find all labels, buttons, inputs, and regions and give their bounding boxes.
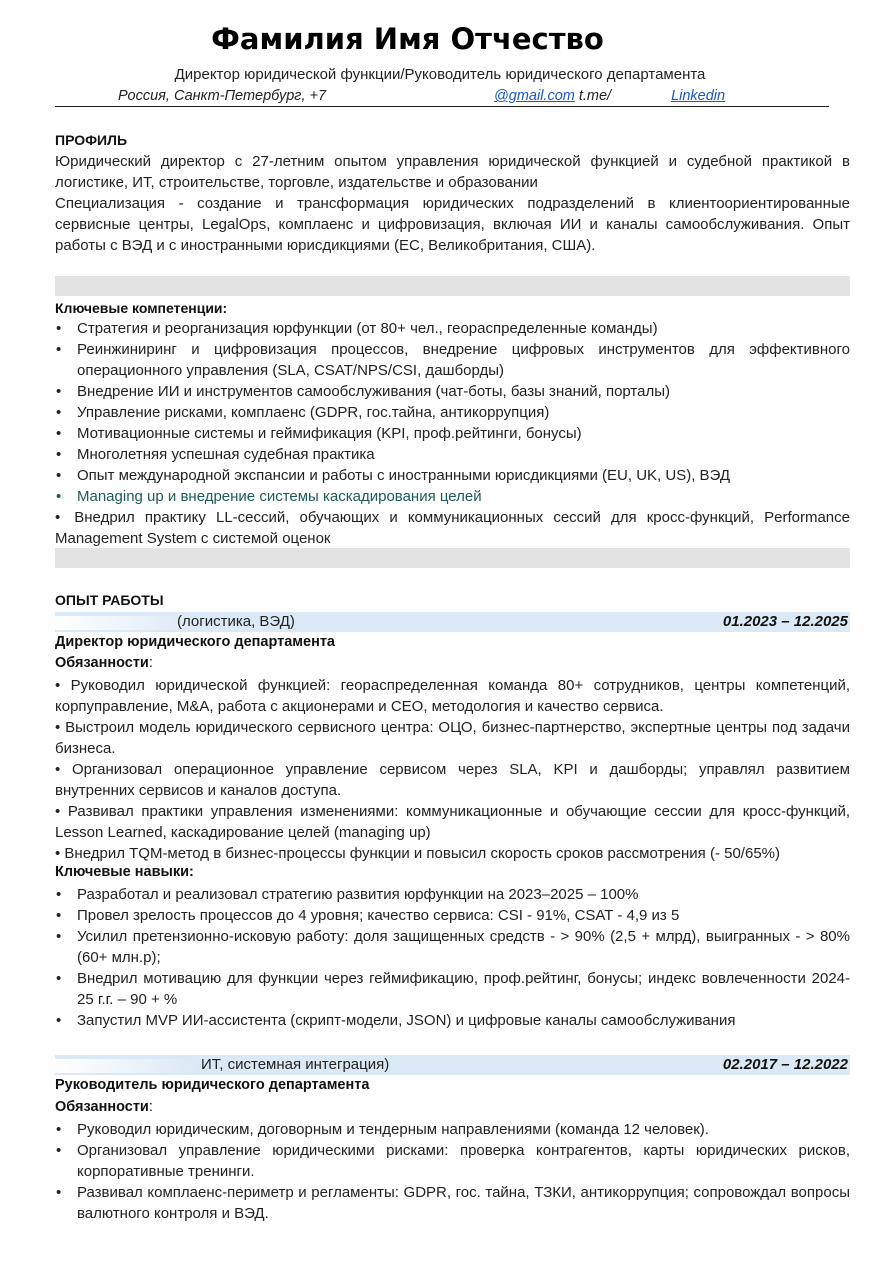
- redacted-company: [55, 1059, 201, 1073]
- job2-company: ИТ, системная интеграция): [201, 1056, 390, 1073]
- email-link[interactable]: @gmail.com: [494, 88, 575, 104]
- duties-label: Обязанности: [55, 655, 149, 671]
- section-band: [55, 548, 850, 568]
- job2-dates: 02.2017 – 12.2022: [722, 1056, 848, 1073]
- profile-specialization: Специализация - создание и трансформация юридических подразделений в клиентоориентированные сервисные центры, LegalOps, комплаенс и цифровизация, включая ИИ и каналы самообслуживания. Опыт работы с ВЭД и с иностранными юрисдикциями (ЕС, Великобритания, США).: [55, 195, 850, 254]
- list-item: • Внедрил мотивацию для функции через геймификацию, проф.рейтинг, бонусы; индекс вовлеченности 2024-25 г.г. – 90 + %: [55, 968, 850, 1010]
- list-item: • Управление рисками, комплаенс (GDPR, гос.тайна, антикоррупция): [55, 402, 850, 423]
- list-item: • Развивал практики управления изменениями: коммуникационные и обучающие сессии для кросс-функций, Lesson Learned, каскадирование целей (managing up): [55, 803, 850, 841]
- competencies-list: [55, 318, 850, 549]
- contacts-line: [118, 88, 838, 104]
- list-item: • Внедрил практику LL-сессий, обучающих и коммуникационных сессий для кросс-функций, Performance Management System с системой оценок: [55, 509, 850, 547]
- telegram-link[interactable]: t.me/: [578, 88, 612, 104]
- list-item: • Реинжиниринг и цифровизация процессов, внедрение цифровых инструментов для эффективного операционного управления (SLA, CSAT/NPS/CSI, дашборды): [55, 339, 850, 381]
- list-item-text: Внедрил практику LL-сессий, обучающих и коммуникационных сессий для кросс-функций, Performance Management System с системой оценок: [55, 509, 850, 547]
- job1-duties: [55, 675, 850, 864]
- experience-heading: ОПЫТ РАБОТЫ: [55, 592, 164, 608]
- job2-bar: [55, 1055, 850, 1075]
- job2-duties-heading: Обязанности:: [55, 1099, 153, 1115]
- job1-skills: [55, 884, 850, 1031]
- profile-summary: Юридический директор с 27-летним опытом управления юридической функцией и судебной практикой в логистике, ИТ, строительстве, торговле, издательстве и образовании: [55, 153, 850, 191]
- list-item: • Запустил MVP ИИ-ассистента (скрипт-модели, JSON) и цифровые каналы самообслуживания: [55, 1010, 850, 1031]
- list-item: • Руководил юридическим, договорным и тендерным направлениями (команда 12 человек).: [55, 1119, 850, 1140]
- location: Россия, Санкт-Петербург, +7: [118, 88, 327, 104]
- profile-heading: ПРОФИЛЬ: [55, 132, 128, 148]
- job1-duties-heading: Обязанности:: [55, 655, 153, 671]
- list-item: • Опыт международной экспансии и работы с иностранными юрисдикциями (EU, UK, US), ВЭД: [55, 465, 850, 486]
- job1-skills-heading: Ключевые навыки:: [55, 864, 194, 880]
- list-item: • Разработал и реализовал стратегию развития юрфункции на 2023–2025 – 100%: [55, 884, 850, 905]
- full-name: Фамилия Имя Отчество: [211, 22, 604, 56]
- job2-duties: [55, 1119, 850, 1224]
- list-item: • Мотивационные системы и геймификация (KPI, проф.рейтинги, бонусы): [55, 423, 850, 444]
- list-item: • Внедрение ИИ и инструментов самообслуживания (чат-боты, базы знаний, порталы): [55, 381, 850, 402]
- competencies-heading: Ключевые компетенции:: [55, 300, 228, 316]
- list-item: • Развивал комплаенс-периметр и регламенты: GDPR, гос. тайна, ТЗКИ, антикоррупция; сопровождал вопросы валютного контроля и ВЭД.: [55, 1182, 850, 1224]
- list-item: • Managing up и внедрение системы каскадирования целей: [55, 486, 850, 507]
- list-item: • Стратегия и реорганизация юрфункции (от 80+ чел., геораспределенные команды): [55, 318, 850, 339]
- header-divider: [55, 106, 829, 107]
- list-item: • Выстроил модель юридического сервисного центра: ОЦО, бизнес-партнерство, экспертные центры под задачи бизнеса.: [55, 719, 850, 757]
- job1-bar: [55, 612, 850, 632]
- list-item: • Организовал операционное управление сервисом через SLA, KPI и дашборды; управлял развитием внутренних сервисов и каналов доступа.: [55, 761, 850, 799]
- section-band: [55, 276, 850, 296]
- job2-role: Руководитель юридического департамента: [55, 1077, 370, 1093]
- job1-company: (логистика, ВЭД): [177, 613, 295, 630]
- list-item: • Многолетняя успешная судебная практика: [55, 444, 850, 465]
- list-item: • Руководил юридической функцией: георaспределенная команда 80+ сотрудников, центры компетенций, корпуправление, M&A, работа с акционерами и CEO, методология и качество сервиса.: [55, 677, 850, 715]
- list-item: • Усилил претензионно-исковую работу: доля защищенных средств - > 90% (2,5 + млрд), выигранных - > 80% (60+ млн.р);: [55, 926, 850, 968]
- list-item: • Провел зрелость процессов до 4 уровня; качество сервиса: CSI - 91%, CSAT - 4,9 из 5: [55, 905, 850, 926]
- job1-role: Директор юридического департамента: [55, 634, 335, 650]
- job1-dates: 01.2023 – 12.2025: [722, 613, 848, 630]
- duties-label: Обязанности: [55, 1099, 149, 1115]
- list-item: • Организовал управление юридическими рисками: проверка контрагентов, карты юридических рисков, корпоративные тренинги.: [55, 1140, 850, 1182]
- job-position: Директор юридической функции/Руководитель юридического департамента: [174, 66, 706, 83]
- linkedin-link[interactable]: Linkedin: [671, 88, 726, 104]
- list-item: • Внедрил TQM-метод в бизнес-процессы функции и повысил скорость сроков рассмотрения (- 50/65%): [55, 845, 780, 862]
